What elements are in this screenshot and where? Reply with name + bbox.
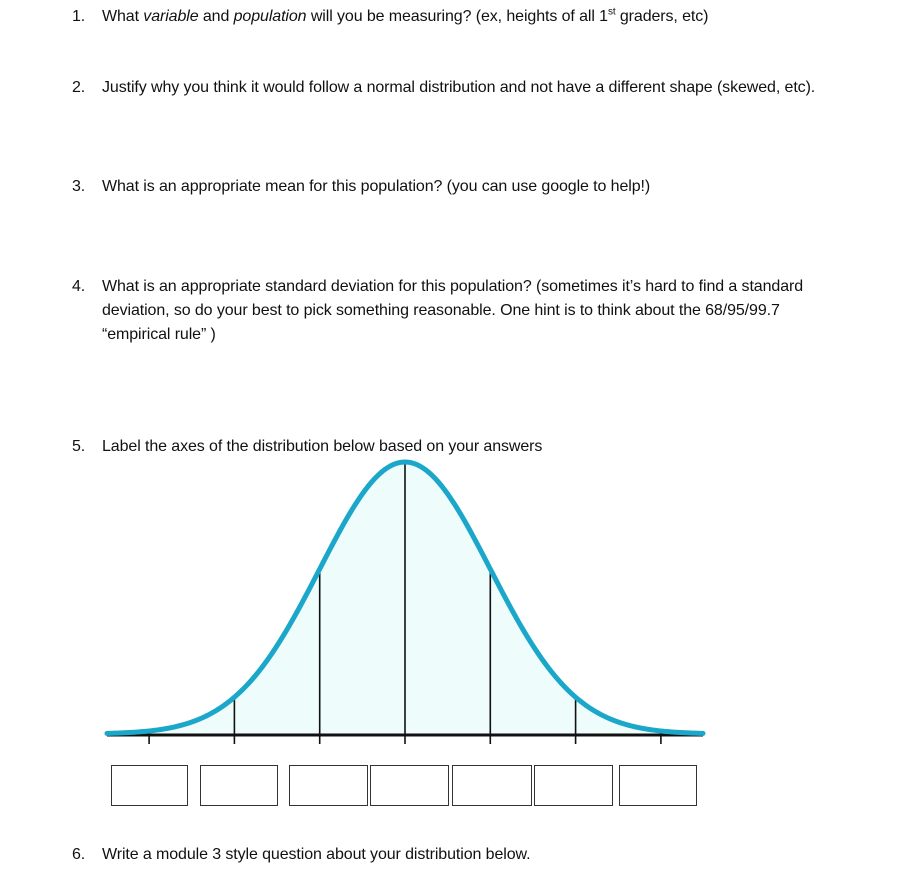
question-4-text: What is an appropriate standard deviation for this population? (sometimes it’s hard to find a standard deviation, so do your best to pick something reasonable. One hint is to think about the 68/95/99.7 “empirical rule” ) [102,278,804,343]
question-2-text: Justify why you think it would follow a normal distribution and not have a different shape (skewed, etc). [102,79,816,96]
question-5-text: Label the axes of the distribution below based on your answers [102,438,543,455]
question-6-number: 6. [72,846,86,863]
question-1-and-word: and [198,8,234,25]
axis-label-box-7[interactable] [619,765,697,806]
axis-label-box-2[interactable] [200,765,278,806]
question-1-superscript: st [607,6,616,18]
axis-label-box-5[interactable] [452,765,532,806]
axis-label-box-1[interactable] [111,765,188,806]
question-1-number: 1. [72,8,86,25]
question-1-text-middle: will you be measuring? (ex, heights of all 1 [306,8,608,25]
question-3-text: What is an appropriate mean for this population? (you can use google to help!) [102,178,651,195]
axis-label-box-6[interactable] [534,765,613,806]
axis-label-box-3[interactable] [289,765,368,806]
question-6-text: Write a module 3 style question about your distribution below. [102,846,531,863]
question-5-number: 5. [72,438,86,455]
question-4-number: 4. [72,278,86,295]
question-2-number: 2. [72,79,86,96]
question-1-text-start: What [102,8,144,25]
question-1-population-word: population [233,8,307,25]
question-3-number: 3. [72,178,86,195]
question-1-text-end: graders, etc) [615,8,709,25]
question-1-variable-word: variable [143,8,199,25]
axis-label-box-4[interactable] [370,765,449,806]
